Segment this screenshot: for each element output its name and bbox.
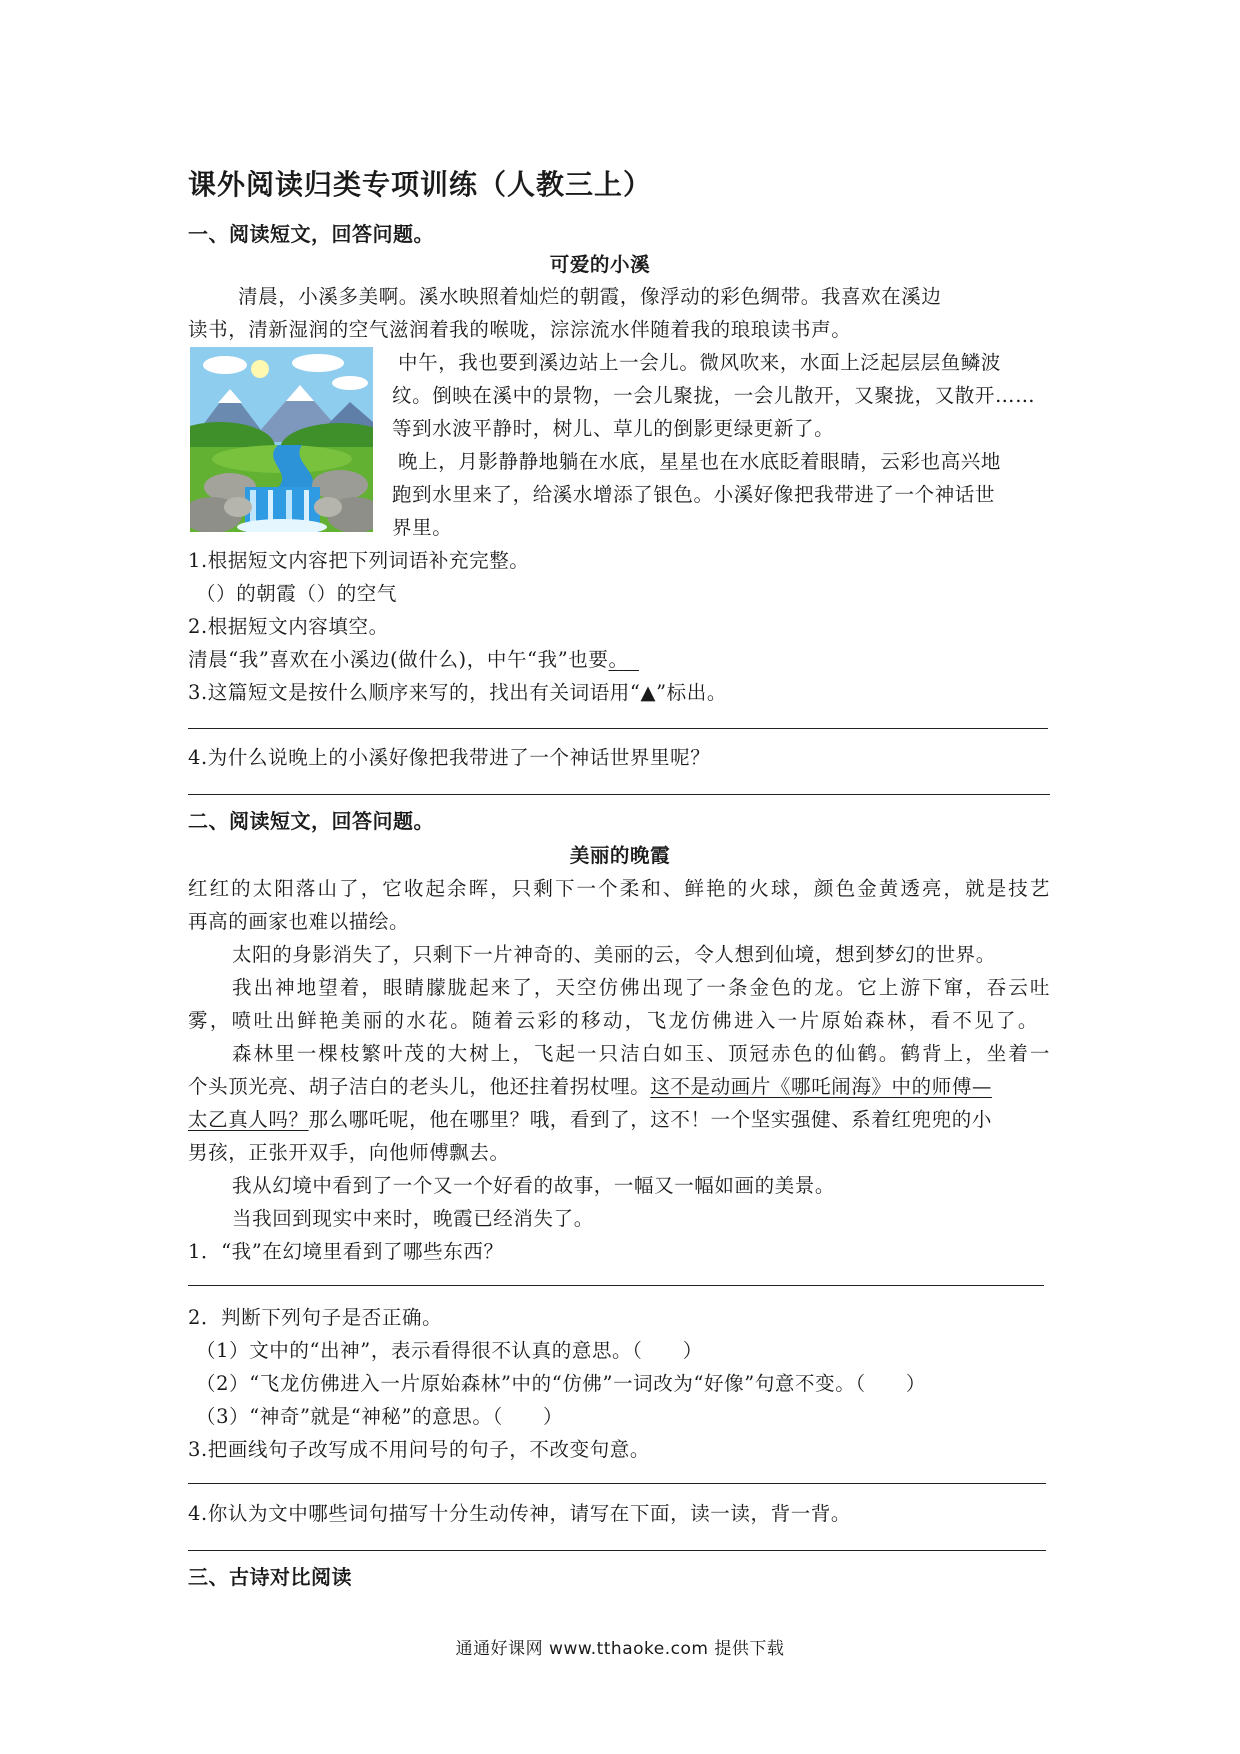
- plain-text: 个头顶光亮、胡子洁白的老头儿，他还拄着拐杖哩。: [188, 1075, 651, 1098]
- section2-question-3: 3.把画线句子改写成不用问号的句子，不改变句意。: [188, 1438, 651, 1461]
- answer-line: [188, 1550, 1046, 1551]
- section2-paragraph-line: 男孩，正张开双手，向他师傅飘去。: [188, 1141, 510, 1164]
- section2-paragraph-line: [188, 1103, 992, 1136]
- section1-story-title: 可爱的小溪: [549, 253, 651, 276]
- section1-paragraph-line: 界里。: [392, 516, 453, 539]
- section1-question-1-blanks: （）的朝霞（）的空气: [196, 582, 398, 605]
- answer-line: [188, 1483, 1046, 1484]
- section2-paragraph-line: 太阳的身影消失了，只剩下一片神奇的、美丽的云，令人想到仙境，想到梦幻的世界。: [232, 943, 996, 966]
- section2-paragraph-line: 当我回到现实中来时，晚霞已经消失了。: [232, 1207, 594, 1230]
- page-footer: 通通好课网 www.tthaoke.com 提供下载: [455, 1639, 785, 1659]
- section1-paragraph-line: 跑到水里来了，给溪水增添了银色。小溪好像把我带进了一个神话世: [392, 483, 996, 506]
- stream-landscape-illustration: [190, 347, 373, 532]
- stream-landscape-icon: [190, 347, 373, 532]
- section2-question-1: 1．“我”在幻境里看到了哪些东西？: [188, 1240, 504, 1263]
- section1-paragraph-line: 中午，我也要到溪边站上一会儿。微风吹来，水面上泛起层层鱼鳞波: [398, 351, 1002, 374]
- section2-story-title: 美丽的晚霞: [569, 844, 671, 867]
- answer-line: [188, 728, 1048, 729]
- section1-question-2: 2.根据短文内容填空。: [188, 615, 389, 638]
- section3-heading: 三、古诗对比阅读: [188, 1565, 352, 1589]
- section2-question-2-item: （2）“飞龙仿佛进入一片原始森林”中的“仿佛”一词改为“好像”句意不变。（ ）: [196, 1372, 926, 1395]
- section2-paragraph-line: 雾，喷吐出鲜艳美丽的水花。随着云彩的移动，飞龙仿佛进入一片原始森林，看不见了。: [188, 1009, 1038, 1032]
- section2-paragraph-line: 我出神地望着，眼睛朦胧起来了，天空仿佛出现了一条金色的龙。它上游下窜，吞云吐: [232, 976, 1050, 999]
- section1-question-1: 1.根据短文内容把下列词语补充完整。: [188, 549, 530, 572]
- section2-paragraph-line: 森林里一棵枝繁叶茂的大树上，飞起一只洁白如玉、顶冠赤色的仙鹤。鹤背上，坐着一: [232, 1042, 1050, 1065]
- underlined-sentence: 这不是动画片《哪吒闹海》中的师傅—: [650, 1075, 993, 1098]
- section1-heading: 一、阅读短文，回答问题。: [188, 222, 434, 246]
- section1-paragraph-line: 纹。倒映在溪中的景物，一会儿聚拢，一会儿散开，又聚拢，又散开……: [392, 384, 1036, 407]
- section1-paragraph-line: 读书，清新湿润的空气滋润着我的喉咙，淙淙流水伴随着我的琅琅读书声。: [188, 318, 852, 341]
- plain-text: 那么哪吒呢，他在哪里？哦，看到了，这不！一个坚实强健、系着红兜兜的小: [308, 1108, 993, 1131]
- section2-question-2: 2．判断下列句子是否正确。: [188, 1306, 443, 1329]
- fill-blank-underline: [619, 648, 639, 671]
- section1-question-4: 4.为什么说晚上的小溪好像把我带进了一个神话世界里呢？: [188, 746, 711, 769]
- fill-text: 清晨“我”喜欢在小溪边(做什么)，中午“我”也要: [188, 648, 609, 671]
- section2-question-2-item: （1）文中的“出神”，表示看得很不认真的意思。（ ）: [196, 1339, 703, 1362]
- answer-line: [188, 794, 1050, 795]
- section1-paragraph-line: 等到水波平静时，树儿、草儿的倒影更绿更新了。: [392, 417, 835, 440]
- section2-paragraph-line: 我从幻境中看到了一个又一个好看的故事，一幅又一幅如画的美景。: [232, 1174, 836, 1197]
- section1-paragraph-line: 晚上，月影静静地躺在水底，星星也在水底眨着眼睛，云彩也高兴地: [398, 450, 1002, 473]
- section2-heading: 二、阅读短文，回答问题。: [188, 809, 434, 833]
- section2-question-2-item: （3）“神奇”就是“神秘”的意思。（ ）: [196, 1405, 564, 1428]
- underlined-sentence: 太乙真人吗？: [188, 1108, 309, 1131]
- section2-paragraph-line: 再高的画家也难以描绘。: [188, 910, 410, 933]
- answer-line: [188, 1285, 1044, 1286]
- fill-blank: 。: [608, 648, 619, 671]
- section1-question-2-fill: [188, 643, 639, 676]
- section1-question-3: 3.这篇短文是按什么顺序来写的，找出有关词语用“▲”标出。: [188, 681, 727, 704]
- section1-paragraph-line: 清晨，小溪多美啊。溪水映照着灿烂的朝霞，像浮动的彩色绸带。我喜欢在溪边: [238, 285, 942, 308]
- section2-question-4: 4.你认为文中哪些词句描写十分生动传神，请写在下面，读一读，背一背。: [188, 1502, 852, 1525]
- section2-paragraph-line: [188, 1070, 992, 1103]
- section2-paragraph-line: 红红的太阳落山了，它收起余晖，只剩下一个柔和、鲜艳的火球，颜色金黄透亮，就是技艺: [188, 877, 1050, 900]
- document-title: 课外阅读归类专项训练（人教三上）: [188, 168, 653, 201]
